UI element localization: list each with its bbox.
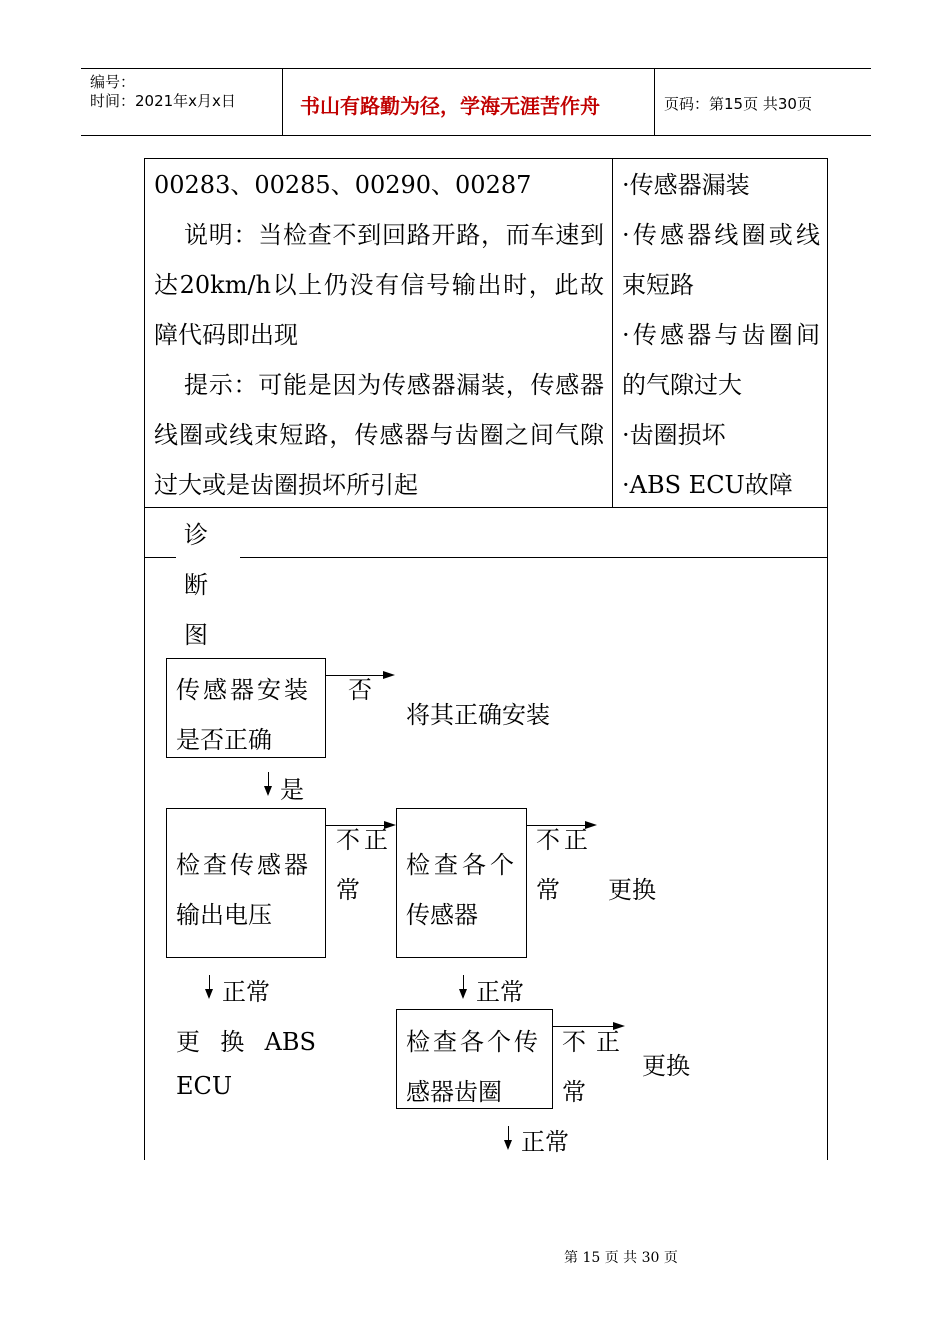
table-column-divider xyxy=(612,158,613,508)
table-right-border xyxy=(827,158,828,1160)
flow-box-check-each-sensor-line1: 检查各个 xyxy=(406,851,518,879)
flow-label-box3-abnormal-line1: 不正 xyxy=(536,826,592,854)
flow-label-box4-abnormal-line1: 不正 xyxy=(562,1028,630,1056)
table-top-border xyxy=(144,158,828,159)
flow-action-replace-ecu-line2: ECU xyxy=(176,1072,233,1100)
possible-causes xyxy=(622,160,820,510)
cause-item: ·ABS ECU故障 xyxy=(622,471,793,499)
flow-action-replace-gear-ring: 更换 xyxy=(642,1052,690,1080)
cause-item: ·传感器漏装 xyxy=(622,171,750,199)
flow-label-yes: 是 xyxy=(280,776,304,804)
header-motto: 书山有路勤为径，学海无涯苦作舟 xyxy=(300,94,600,118)
flow-box-check-sensor-voltage-line1: 检查传感器 xyxy=(176,851,311,879)
fault-hint: 提示：可能是因为传感器漏装，传感器线圈或线束短路，传感器与齿圈之间气隙过大或是齿圈损坏所引起 xyxy=(154,371,604,499)
header-bottom-rule xyxy=(81,135,871,136)
flow-box-check-gear-ring-line1: 检查各个传 xyxy=(406,1028,541,1056)
flow-label-box3-normal: 正常 xyxy=(476,978,524,1006)
flow-arrow-yes xyxy=(268,772,269,794)
flow-label-box4-abnormal-line2: 常 xyxy=(562,1078,586,1106)
flow-arrow-box3-normal xyxy=(463,975,464,997)
diagram-label-char: 诊 xyxy=(184,521,208,549)
cause-item: ·传感器线圈或线束短路 xyxy=(622,221,820,299)
flow-label-no: 否 xyxy=(348,676,372,704)
flow-box-check-each-sensor xyxy=(396,808,527,958)
flow-action-replace-ecu-line1: 更换ABS xyxy=(176,1028,316,1056)
flow-arrow-box4-normal xyxy=(508,1126,509,1148)
header-top-rule xyxy=(81,68,871,69)
flow-arrowhead-no xyxy=(383,671,395,679)
flow-label-box2-normal: 正常 xyxy=(222,978,270,1006)
flow-box-check-gear-ring-line2: 感器齿圈 xyxy=(406,1078,502,1106)
footer-page-number: 第 15 页 共 30 页 xyxy=(564,1250,678,1266)
cause-item: ·齿圈损坏 xyxy=(622,421,726,449)
flow-action-install-correctly: 将其正确安装 xyxy=(406,701,550,729)
header-divider-right xyxy=(654,68,655,136)
flow-box-check-sensor-voltage-line2: 输出电压 xyxy=(176,901,272,929)
document-number-label: 编号： xyxy=(90,73,136,91)
flow-box-check-sensor-voltage xyxy=(166,808,326,958)
flow-action-replace-sensor: 更换 xyxy=(608,876,656,904)
table-left-border xyxy=(144,158,145,1160)
flow-label-box4-normal: 正常 xyxy=(521,1128,569,1156)
flow-label-box2-abnormal-line2: 常 xyxy=(336,876,360,904)
diagram-header-rule-left xyxy=(144,557,176,558)
header-page-label: 页码：第15页 共30页 xyxy=(664,95,812,113)
header-divider-left xyxy=(282,68,283,136)
fault-codes: 00283、00285、00290、00287 xyxy=(154,171,532,199)
diagram-header-rule-right xyxy=(240,557,828,558)
flow-label-box2-abnormal-line1: 不正 xyxy=(336,826,392,854)
document-time-label: 时间：2021年x月x日 xyxy=(90,92,236,110)
fault-description: 说明：当检查不到回路开路，而车速到达20km/h以上仍没有信号输出时，此故障代码即出现 xyxy=(154,221,604,349)
flow-label-box3-abnormal-line2: 常 xyxy=(536,876,560,904)
cause-item: ·传感器与齿圈间的气隙过大 xyxy=(622,321,820,399)
flow-arrow-box2-normal xyxy=(209,975,210,997)
diagram-label-char: 图 xyxy=(184,621,208,649)
flow-box-check-each-sensor-line2: 传感器 xyxy=(406,901,478,929)
flow-box-sensor-installed-line1: 传感器安装 xyxy=(176,676,311,704)
diagram-label-char: 断 xyxy=(184,571,208,599)
flow-box-sensor-installed-line2: 是否正确 xyxy=(176,726,272,754)
